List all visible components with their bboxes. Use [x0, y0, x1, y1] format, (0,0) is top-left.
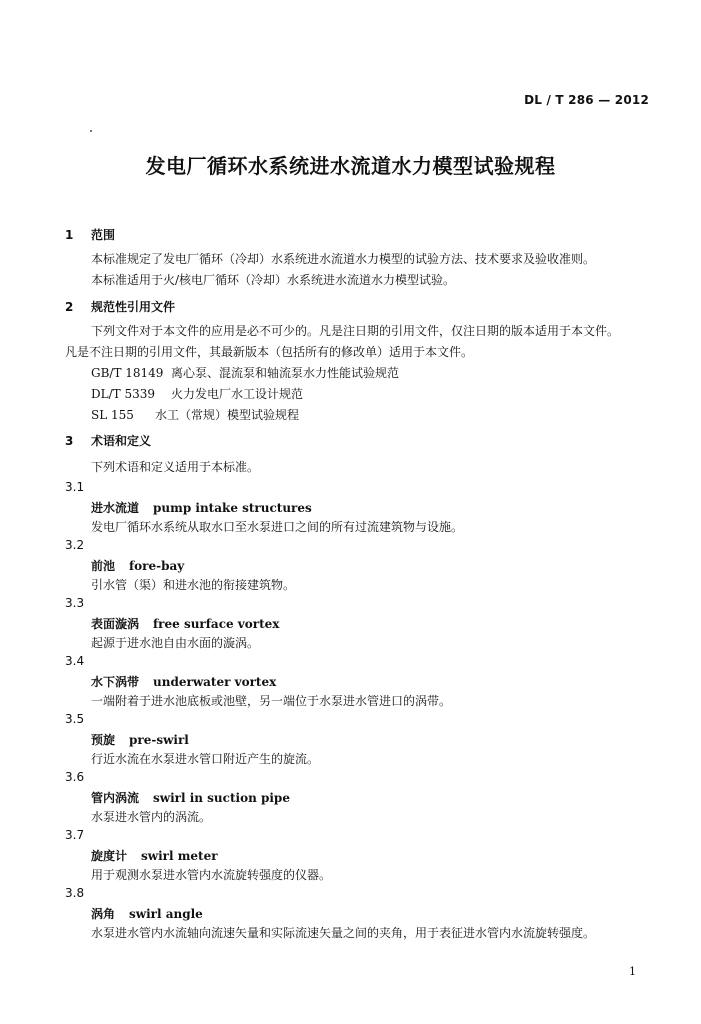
document-title: 发电厂循环水系统进水流道水力模型试验规程 — [145, 154, 556, 178]
term-number: 3.6 — [65, 770, 85, 784]
term-title — [91, 673, 276, 690]
scan-speck — [90, 130, 92, 132]
term-zh: 涡角 — [91, 907, 116, 921]
section-number: 2 — [65, 300, 74, 314]
term-zh: 进水流道 — [91, 501, 140, 515]
reference-name: 离心泵、混流泵和轴流泵水力性能试验规范 — [171, 366, 400, 380]
term-title — [91, 557, 184, 574]
term-definition: 引水管（渠）和进水池的衔接建筑物。 — [91, 578, 296, 592]
term-en: swirl angle — [129, 907, 203, 921]
term-definition: 一端附着于进水池底板或池壁，另一端位于水泵进水管进口的涡带。 — [91, 694, 452, 708]
term-definition: 起源于进水池自由水面的漩涡。 — [91, 636, 260, 650]
reference-name: 火力发电厂水工设计规范 — [171, 387, 304, 401]
term-en: free surface vortex — [153, 617, 280, 631]
term-en: fore-bay — [129, 559, 185, 573]
term-en: swirl in suction pipe — [153, 791, 290, 805]
section-title: 范围 — [91, 228, 116, 242]
section-3-heading — [65, 432, 151, 449]
term-number: 3.4 — [65, 654, 85, 668]
paragraph: 凡是不注日期的引用文件，其最新版本（包括所有的修改单）适用于本文件。 — [65, 345, 474, 359]
paragraph: 本标准适用于火/核电厂循环（冷却）水系统进水流道水力模型试验。 — [91, 273, 456, 287]
term-title — [91, 731, 189, 748]
term-title — [91, 615, 279, 632]
paragraph: 本标准规定了发电厂循环（冷却）水系统进水流道水力模型的试验方法、技术要求及验收准则。 — [91, 252, 596, 266]
section-title: 术语和定义 — [91, 434, 152, 448]
section-1-heading — [65, 226, 115, 243]
term-en: swirl meter — [141, 849, 218, 863]
paragraph: 下列文件对于本文件的应用是必不可少的。凡是注日期的引用文件，仅注日期的版本适用于本文件。 — [91, 324, 620, 338]
standard-code: DL / T 286 — 2012 — [524, 93, 649, 107]
reference-item — [91, 385, 303, 402]
term-number: 3.8 — [65, 886, 85, 900]
term-zh: 预旋 — [91, 733, 116, 747]
term-number: 3.2 — [65, 538, 85, 552]
term-zh: 前池 — [91, 559, 116, 573]
term-en: underwater vortex — [153, 675, 277, 689]
term-definition: 行近水流在水泵进水管口附近产生的旋流。 — [91, 752, 320, 766]
page-number: 1 — [629, 965, 636, 978]
section-number: 3 — [65, 434, 74, 448]
reference-item — [91, 364, 399, 381]
term-definition: 水泵进水管内的涡流。 — [91, 810, 212, 824]
term-number: 3.5 — [65, 712, 85, 726]
section-title: 规范性引用文件 — [91, 300, 176, 314]
term-zh: 管内涡流 — [91, 791, 140, 805]
reference-name: 水工（常规）模型试验规程 — [155, 408, 300, 422]
term-zh: 旋度计 — [91, 849, 128, 863]
term-definition: 水泵进水管内水流轴向流速矢量和实际流速矢量之间的夹角，用于表征进水管内水流旋转强度。 — [91, 926, 596, 940]
section-number: 1 — [65, 228, 74, 242]
term-number: 3.1 — [65, 480, 85, 494]
reference-item — [91, 406, 299, 423]
reference-code: GB/T 18149 — [91, 366, 164, 380]
term-number: 3.7 — [65, 828, 85, 842]
term-title — [91, 789, 290, 806]
term-title — [91, 905, 203, 922]
term-en: pump intake structures — [153, 501, 312, 515]
term-zh: 表面漩涡 — [91, 617, 140, 631]
term-number: 3.3 — [65, 596, 85, 610]
term-zh: 水下涡带 — [91, 675, 140, 689]
term-definition: 用于观测水泵进水管内水流旋转强度的仪器。 — [91, 868, 332, 882]
term-title — [91, 499, 312, 516]
term-definition: 发电厂循环水系统从取水口至水泵进口之间的所有过流建筑物与设施。 — [91, 520, 464, 534]
paragraph: 下列术语和定义适用于本标准。 — [91, 460, 260, 474]
term-title — [91, 847, 218, 864]
term-en: pre-swirl — [129, 733, 189, 747]
section-2-heading — [65, 298, 175, 315]
reference-code: DL/T 5339 — [91, 387, 155, 401]
reference-code: SL 155 — [91, 408, 134, 422]
